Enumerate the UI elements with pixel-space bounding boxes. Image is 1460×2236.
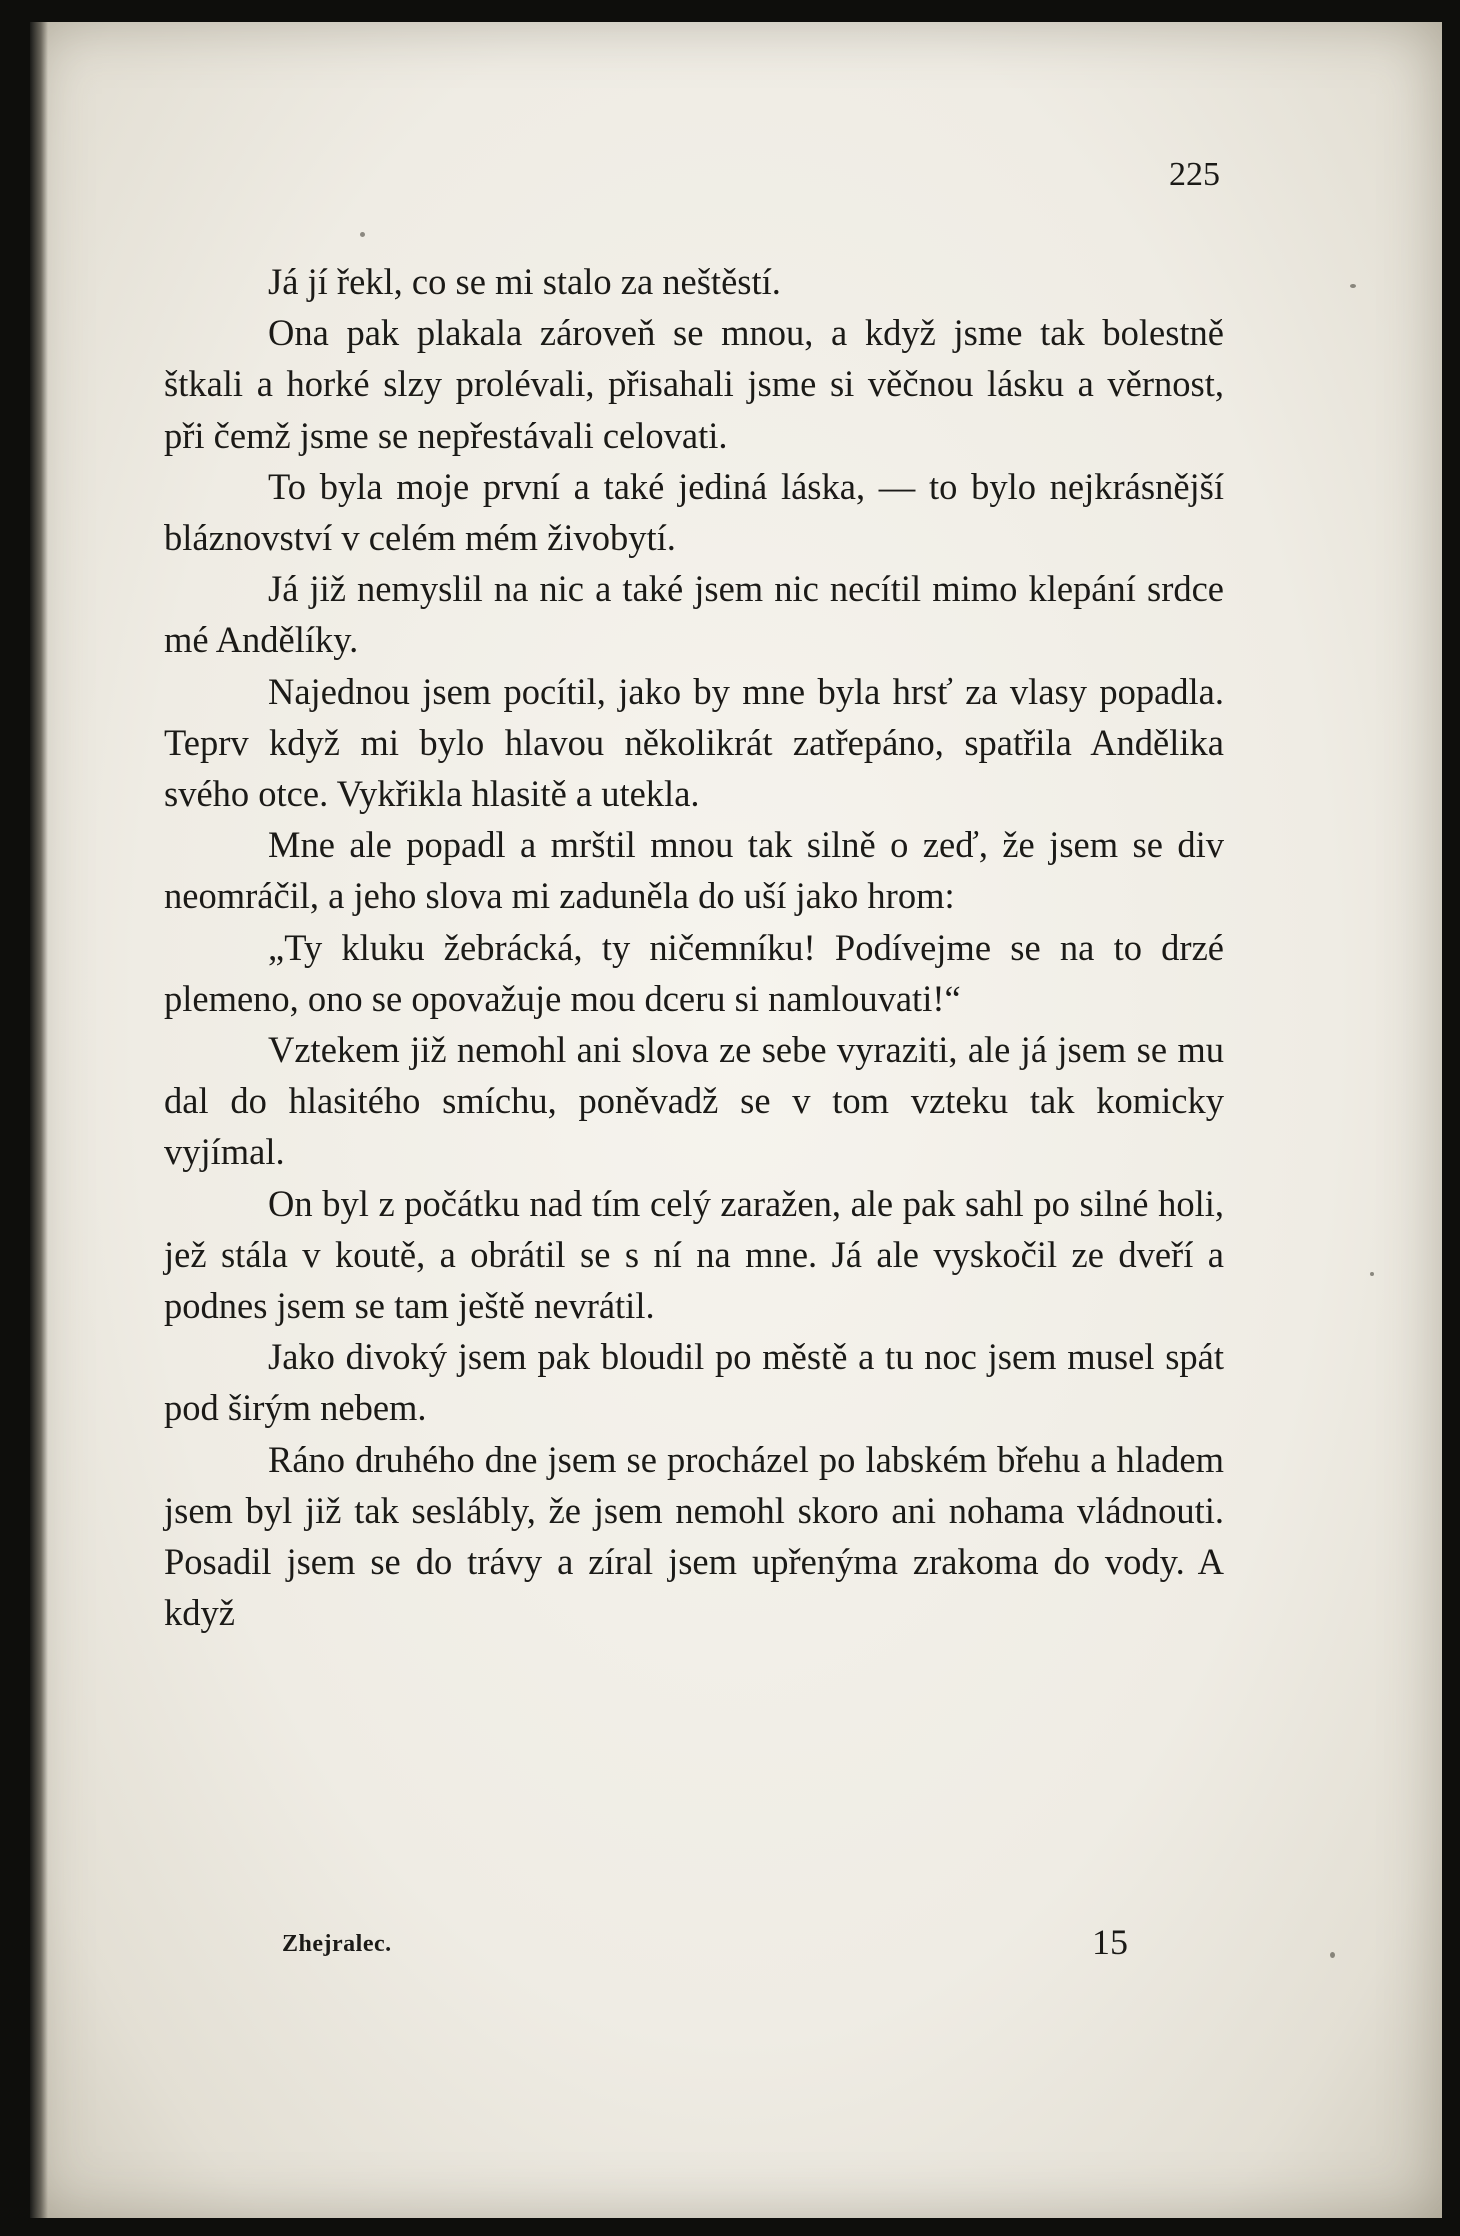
paper-speck	[1350, 284, 1356, 288]
page-number: 225	[1169, 156, 1220, 193]
signature-mark: 15	[1092, 1922, 1128, 1962]
body-text	[164, 256, 1224, 1638]
paragraph: „Ty kluku žebrácká, ty ničemníku! Podívejme se na to drzé plemeno, ono se opovažuje mou dceru si namlouvati!“	[164, 926, 1224, 1019]
page-fold-shadow	[30, 22, 48, 2218]
paragraph: Jako divoký jsem pak bloudil po městě a tu noc jsem musel spát pod širým nebem.	[164, 1336, 1224, 1429]
paragraph: Ona pak plakala zároveň se mnou, a když jsme tak bolestně štkali a horké slzy prolévali, přisahali jsme si věčnou lásku a věrnost, při čemž jsme se nepřestávali celovati.	[164, 312, 1224, 456]
paragraph: Najednou jsem pocítil, jako by mne byla hrsť za vlasy popadla. Teprv když mi bylo hlavou několikrát zatřepáno, spatřila Andělika svého otce. Vykřikla hlasitě a utekla.	[164, 670, 1224, 815]
paragraph: Já již nemyslil na nic a také jsem nic necítil mimo klepání srdce mé Andělíky.	[164, 568, 1224, 661]
paragraph: To byla moje první a také jediná láska, — to bylo nejkrásnější bláznovství v celém mém živobytí.	[164, 465, 1224, 559]
paper-speck	[1370, 1272, 1374, 1276]
paragraph: Vztekem již nemohl ani slova ze sebe vyraziti, ale já jsem se mu dal do hlasitého smíchu, poněvadž se v tom vzteku tak komicky vyjímal.	[164, 1029, 1224, 1173]
paragraph: Mne ale popadl a mrštil mnou tak silně o zeď, že jsem se div neomráčil, a jeho slova mi zaduněla do uší jako hrom:	[164, 824, 1224, 917]
paper-speck	[1330, 1952, 1335, 1958]
paragraph: On byl z počátku nad tím celý zaražen, ale pak sahl po silné holi, jež stála v koutě, a obrátil se s ní na mne. Já ale vyskočil ze dveří a podnes jsem se tam ještě nevrátil.	[164, 1182, 1224, 1327]
signature-line	[282, 1921, 1182, 1967]
paper-speck	[360, 232, 365, 237]
paragraph: Já jí řekl, co se mi stalo za neštěstí.	[268, 261, 781, 302]
printer-signature: Zhejralec.	[282, 1931, 392, 1957]
paragraph: Ráno druhého dne jsem se procházel po labském břehu a hladem jsem byl již tak seslábly, že jsem nemohl skoro ani nohama vládnouti. Posadil jsem se do trávy a zíral jsem upřenýma zrakoma do vody. A když	[164, 1438, 1224, 1634]
